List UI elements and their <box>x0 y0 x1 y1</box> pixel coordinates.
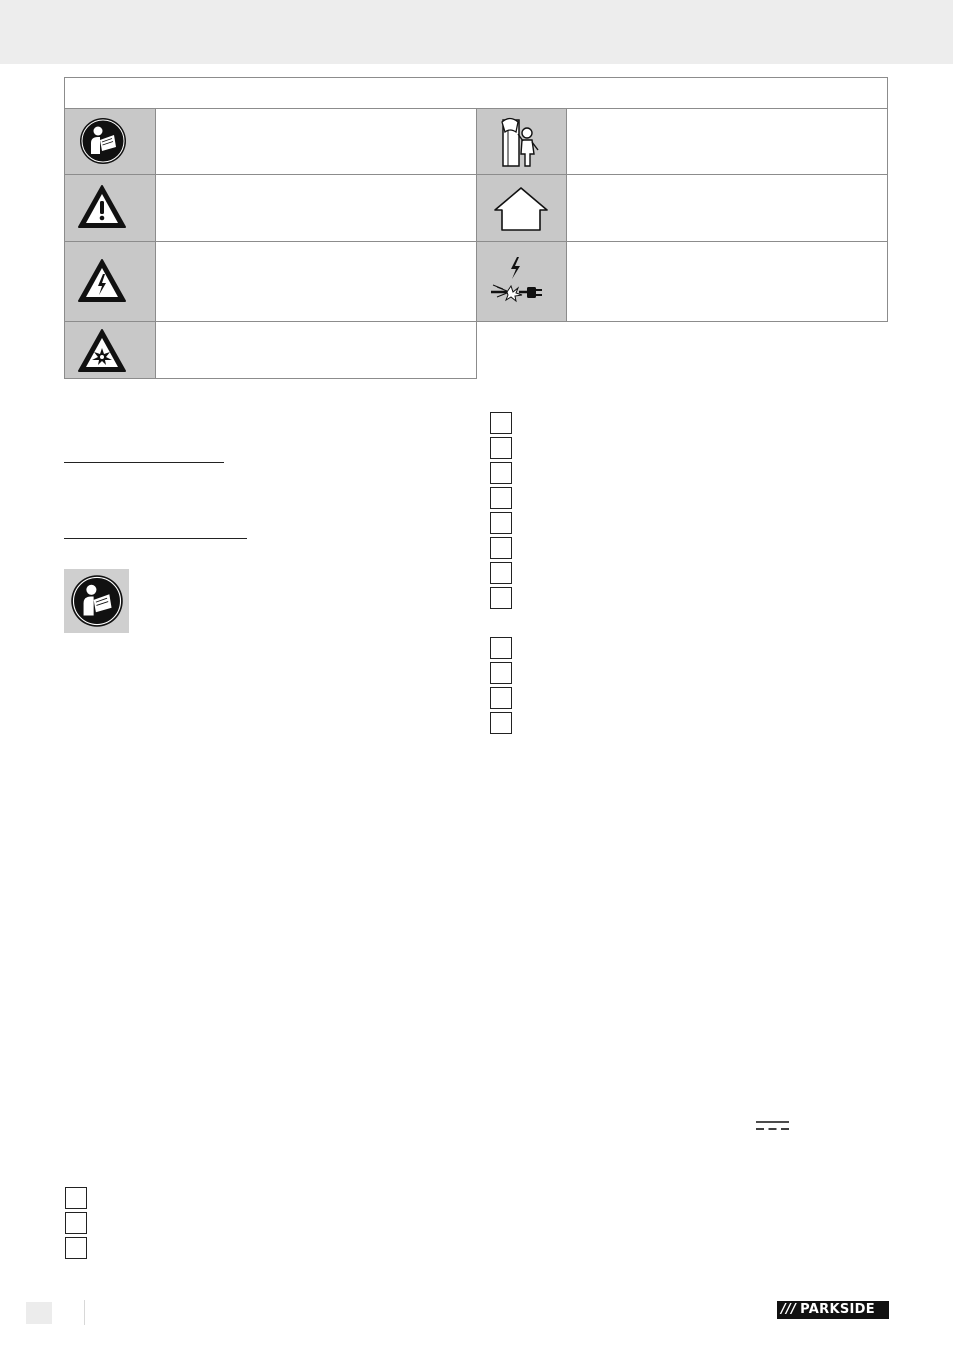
read-manual-icon <box>69 573 125 629</box>
page-header-bar <box>0 0 953 64</box>
part-number-box <box>490 412 512 434</box>
symbol-row-indoor-use <box>476 174 888 242</box>
icon-cell <box>477 242 567 321</box>
icon-cell <box>65 109 156 174</box>
icon-cell <box>65 322 156 378</box>
icon-cell <box>65 175 156 241</box>
part-number-box <box>490 637 512 659</box>
item-number-box <box>65 1212 87 1234</box>
symbol-row-damaged-cable <box>476 241 888 322</box>
part-number-box <box>490 587 512 609</box>
direct-current-icon <box>756 1120 789 1132</box>
symbol-row-explosion <box>64 321 477 379</box>
electric-shock-warning-icon <box>77 258 127 304</box>
part-number-box <box>490 487 512 509</box>
parkside-logo: /// PARKSIDE <box>777 1301 889 1319</box>
item-number-box <box>65 1237 87 1259</box>
read-manual-note <box>64 569 129 633</box>
damaged-cable-plug-icon <box>489 255 545 307</box>
part-number-box <box>490 662 512 684</box>
part-number-box <box>490 462 512 484</box>
child-safety-icon <box>500 114 544 170</box>
symbol-legend-table <box>64 77 888 379</box>
part-number-box <box>490 537 512 559</box>
symbol-table-header <box>64 77 888 109</box>
icon-cell <box>477 175 567 241</box>
icon-cell <box>477 109 567 174</box>
item-number-box <box>65 1187 87 1209</box>
symbol-row-warning <box>64 174 477 242</box>
footer-divider <box>84 1300 85 1325</box>
part-number-box <box>490 562 512 584</box>
section-heading-underline <box>64 462 224 463</box>
part-number-box <box>490 437 512 459</box>
warning-triangle-icon <box>77 184 127 230</box>
symbol-row-electric-shock <box>64 241 477 322</box>
icon-cell <box>65 242 156 321</box>
indoor-use-house-icon <box>492 185 550 233</box>
page-number-box <box>26 1302 52 1324</box>
read-manual-icon <box>78 116 128 166</box>
part-number-box <box>490 687 512 709</box>
explosion-warning-icon <box>77 328 127 374</box>
symbol-row-child-safety <box>476 108 888 175</box>
symbol-row-read-manual <box>64 108 477 175</box>
part-number-box <box>490 712 512 734</box>
section-heading-underline <box>64 538 247 539</box>
part-number-box <box>490 512 512 534</box>
